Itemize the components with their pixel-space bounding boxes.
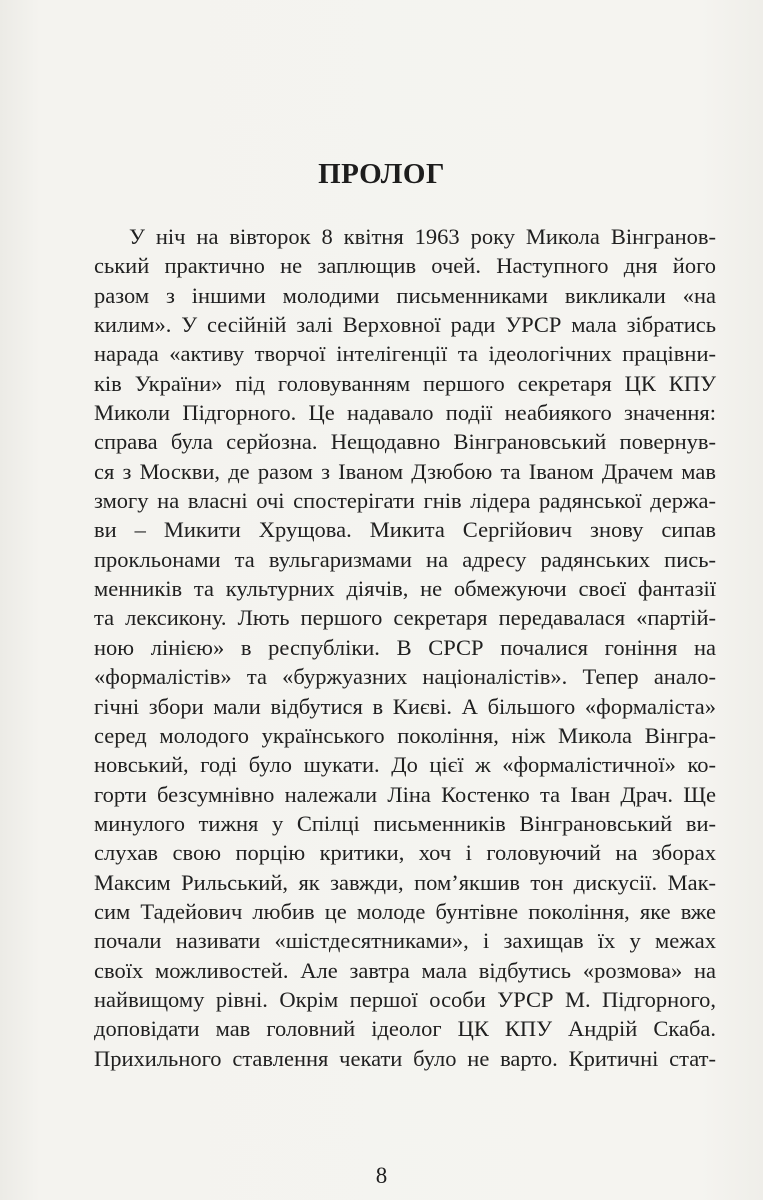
text-line: почали називати «шістдесятниками», і захищав їх у межах (94, 928, 716, 954)
text-line: «формалістів» та «буржуазних націоналістів». Тепер анало- (94, 664, 716, 690)
text-line: ся з Москви, де разом з Іваном Дзюбою та Іваном Драчем мав (94, 458, 716, 484)
text-line: минулого тижня у Спілці письменників Вінграновський ви- (94, 810, 716, 836)
body-paragraph (94, 222, 716, 1073)
text-line: килим». У сесійній залі Верховної ради УРСР мала зібратись (94, 312, 716, 338)
text-line: доповідати мав головний ідеолог ЦК КПУ Андрій Скаба. (94, 1016, 716, 1042)
text-line: разом з іншими молодими письменниками викликали «на (94, 282, 716, 308)
text-line: Прихильного ставлення чекати було не варто. Критичні стат- (94, 1045, 716, 1071)
text-line: У ніч на вівторок 8 квітня 1963 року Микола Вінгранов- (129, 224, 716, 249)
text-line: найвищому рівні. Окрім першої особи УРСР М. Підгорного, (94, 986, 716, 1012)
text-line: ський практично не заплющив очей. Наступного дня його (94, 253, 716, 279)
text-line: серед молодого українського покоління, ніж Микола Вінгра- (94, 722, 716, 748)
text-line: нарада «активу творчої інтелігенції та ідеологічних працівни- (94, 341, 716, 367)
text-line: ків України» під головуванням першого секретаря ЦК КПУ (94, 370, 716, 396)
text-line: прокльонами та вульгаризмами на адресу радянських пись- (94, 546, 716, 572)
text-line: менників та культурних діячів, не обмежуючи своєї фантазії (94, 576, 716, 602)
text-line: змогу на власні очі спостерігати гнів лідера радянської держа- (94, 488, 716, 514)
text-line: новський, годі було шукати. До цієї ж «формалістичної» ко- (94, 752, 716, 778)
text-line: ви – Микити Хрущова. Микита Сергійович знову сипав (94, 517, 716, 543)
chapter-title: ПРОЛОГ (318, 158, 445, 190)
text-line: Максим Рильський, як завжди, пом’якшив тон дискусії. Мак- (94, 869, 716, 895)
text-line: ною лінією» в республіки. В СРСР почалися гоніння на (94, 634, 716, 660)
text-line: гічні збори мали відбутися в Києві. А більшого «формаліста» (94, 693, 716, 719)
text-line: сим Тадейович любив це молоде бунтівне покоління, яке вже (94, 898, 716, 924)
text-line: горти безсумнівно належали Ліна Костенко та Іван Драч. Ще (94, 781, 716, 807)
text-line: справа була серйозна. Нещодавно Вінграновський повернув- (94, 429, 716, 455)
text-line: своїх можливостей. Але завтра мала відбутись «розмова» на (94, 957, 716, 983)
page-number: 8 (375, 1163, 388, 1188)
text-line: слухав свою порцію критики, хоч і головуючий на зборах (94, 840, 716, 866)
text-line: та лексикону. Лють першого секретаря передавалася «партій- (94, 605, 716, 631)
text-line: Миколи Підгорного. Це надавало події неабиякого значення: (94, 400, 716, 426)
